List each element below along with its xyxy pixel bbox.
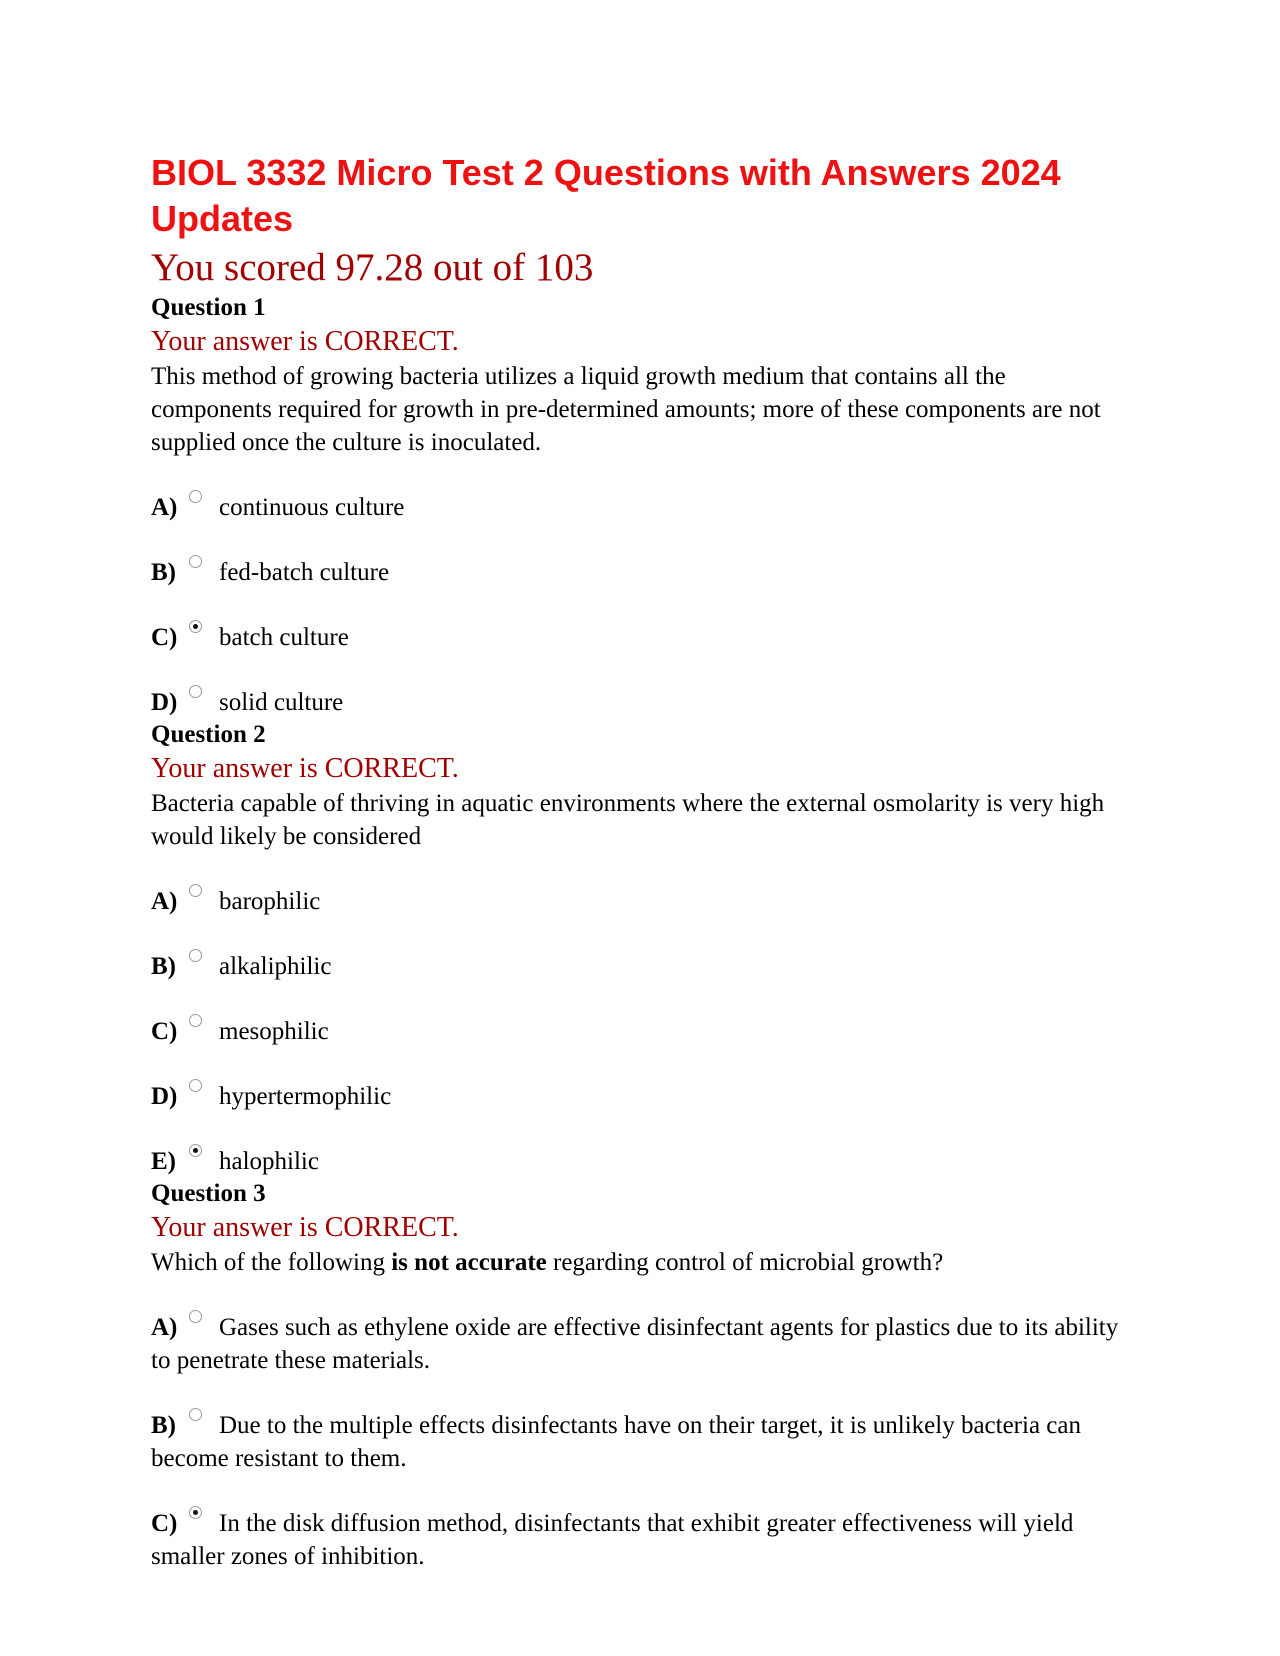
radio-button[interactable] (189, 685, 202, 698)
option-text: mesophilic (219, 1018, 329, 1045)
radio-button[interactable] (189, 1310, 202, 1323)
option-letter: B) (151, 559, 176, 586)
answer-option (151, 555, 1131, 589)
option-letter: B) (151, 1412, 176, 1439)
option-text: In the disk diffusion method, disinfectants that exhibit greater effectiveness will yield smaller zones of inhibition. (151, 1510, 1074, 1570)
option-text: barophilic (219, 888, 321, 915)
question-heading: Question 2 (151, 721, 266, 748)
answer-option (151, 685, 1131, 719)
prompt-text: Which of the following (151, 1249, 392, 1276)
question-prompt: This method of growing bacteria utilizes a liquid growth medium that contains all the components required for growth in pre-determined amounts; more of these components are not supplied once the culture is inoculated. (151, 363, 1101, 456)
option-letter: C) (151, 1510, 178, 1537)
prompt-text: regarding control of microbial growth? (546, 1249, 944, 1276)
option-text: Due to the multiple effects disinfectants have on their target, it is unlikely bacteria can become resistant to them. (151, 1412, 1081, 1472)
option-letter: C) (151, 1018, 178, 1045)
question-2 (151, 719, 1131, 1178)
option-text: batch culture (219, 624, 349, 651)
option-letter: D) (151, 1083, 178, 1110)
radio-button[interactable] (189, 949, 202, 962)
option-letter: D) (151, 689, 178, 716)
prompt-emphasis: is not accurate (391, 1249, 547, 1276)
radio-button[interactable] (189, 884, 202, 897)
option-text: Gases such as ethylene oxide are effective disinfectant agents for plastics due to its ability to penetrate these materials. (151, 1314, 1119, 1374)
option-letter: A) (151, 494, 178, 521)
question-prompt (151, 1246, 1131, 1279)
radio-button-selected[interactable] (189, 1506, 202, 1519)
question-heading: Question 3 (151, 1180, 266, 1207)
answer-option (151, 884, 1131, 918)
answer-status: Your answer is CORRECT. (151, 753, 459, 784)
option-letter: A) (151, 1314, 178, 1341)
radio-button-selected[interactable] (189, 1144, 202, 1157)
question-prompt: Bacteria capable of thriving in aquatic environments where the external osmolarity is very high would likely be considered (151, 790, 1105, 850)
answer-status: Your answer is CORRECT. (151, 326, 459, 357)
answer-status: Your answer is CORRECT. (151, 1212, 459, 1243)
radio-button[interactable] (189, 555, 202, 568)
answer-option (151, 949, 1131, 983)
answer-option (151, 1506, 1131, 1573)
answer-option (151, 1144, 1131, 1178)
option-text: continuous culture (219, 494, 405, 521)
option-text: solid culture (219, 689, 344, 716)
answer-option (151, 1408, 1131, 1475)
option-text: alkaliphilic (219, 953, 332, 980)
score-summary: You scored 97.28 out of 103 (151, 246, 594, 289)
question-3 (151, 1178, 1131, 1573)
answer-option (151, 1310, 1131, 1377)
document-title: BIOL 3332 Micro Test 2 Questions with Answers 2024 Updates (151, 152, 1061, 239)
option-text: hypertermophilic (219, 1083, 392, 1110)
option-letter: A) (151, 888, 178, 915)
answer-option (151, 620, 1131, 654)
radio-button-selected[interactable] (189, 620, 202, 633)
question-1 (151, 292, 1131, 719)
radio-button[interactable] (189, 1408, 202, 1421)
radio-button[interactable] (189, 1079, 202, 1092)
option-letter: B) (151, 953, 176, 980)
answer-option (151, 1079, 1131, 1113)
radio-button[interactable] (189, 490, 202, 503)
answer-option (151, 1014, 1131, 1048)
radio-button[interactable] (189, 1014, 202, 1027)
document-page (151, 150, 1131, 1573)
question-heading: Question 1 (151, 294, 266, 321)
option-letter: C) (151, 624, 178, 651)
option-text: halophilic (219, 1148, 319, 1175)
option-letter: E) (151, 1148, 176, 1175)
option-text: fed-batch culture (219, 559, 390, 586)
answer-option (151, 490, 1131, 524)
